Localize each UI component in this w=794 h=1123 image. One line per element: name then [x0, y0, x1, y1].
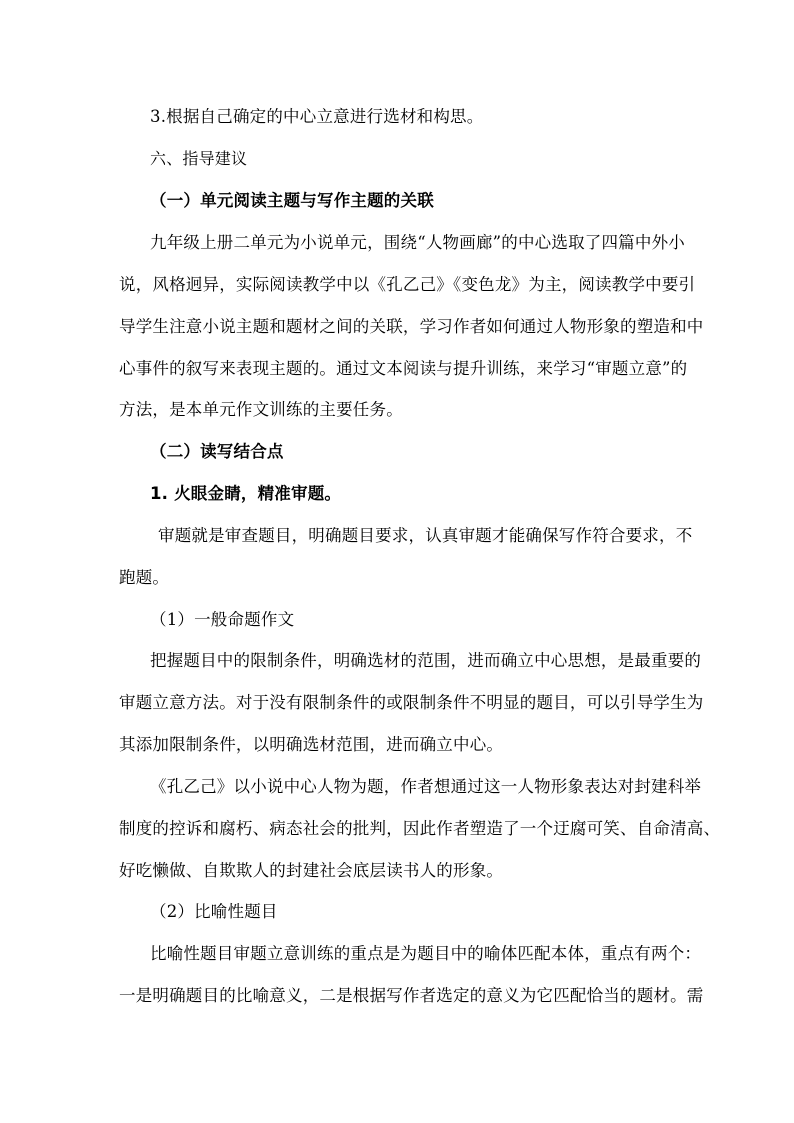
point-heading-1: 1. 火眼金睛，精准审题。: [150, 484, 342, 503]
paragraph-line: 说，风格迥异，实际阅读教学中以《孔乙己》《变色龙》为主，阅读教学中要引: [119, 275, 696, 294]
paragraph-line: 审题就是审查题目，明确题目要求，认真审题才能确保写作符合要求，不: [158, 526, 693, 545]
paragraph-line: 心事件的叙写来表现主题的。通过文本阅读与提升训练，来学习“审题立意”的: [119, 359, 688, 378]
sub-item-heading-2: （2）比喻性题目: [150, 902, 278, 921]
paragraph-line: 比喻性题目审题立意训练的重点是为题目中的喻体匹配本体，重点有两个：: [150, 944, 702, 963]
paragraph-line: 《孔乙己》以小说中心人物为题，作者想通过这一人物形象表达对封建科举: [150, 777, 702, 796]
paragraph-line: 制度的控诉和腐朽、病态社会的批判，因此作者塑造了一个迂腐可笑、自命清高、: [119, 819, 721, 838]
paragraph-line: 跑题。: [119, 568, 170, 587]
subsection-heading-1: （一）单元阅读主题与写作主题的关联: [150, 191, 434, 210]
paragraph-line: 审题立意方法。对于没有限制条件的或限制条件不明显的题目，可以引导学生为: [119, 693, 704, 712]
paragraph-line: 好吃懒做、自欺欺人的封建社会底层读书人的形象。: [119, 861, 504, 880]
paragraph-line: 方法，是本单元作文训练的主要任务。: [119, 400, 403, 419]
sub-item-heading-1: （1）一般命题作文: [150, 610, 295, 629]
paragraph-line: 九年级上册二单元为小说单元，围绕“人物画廊”的中心选取了四篇中外小: [150, 233, 685, 252]
paragraph-line: 把握题目中的限制条件，明确选材的范围，进而确立中心思想，是最重要的: [150, 651, 702, 670]
subsection-heading-2: （二）读写结合点: [150, 442, 284, 461]
list-item-3: 3.根据自己确定的中心立意进行选材和构思。: [150, 107, 484, 126]
section-heading-six: 六、指导建议: [150, 149, 248, 168]
paragraph-line: 导学生注意小说主题和题材之间的关联，学习作者如何通过人物形象的塑造和中: [119, 317, 704, 336]
paragraph-line: 其添加限制条件，以明确选材范围，进而确立中心。: [119, 735, 504, 754]
paragraph-line: 一是明确题目的比喻意义，二是根据写作者选定的意义为它匹配恰当的题材。需: [119, 986, 704, 1005]
